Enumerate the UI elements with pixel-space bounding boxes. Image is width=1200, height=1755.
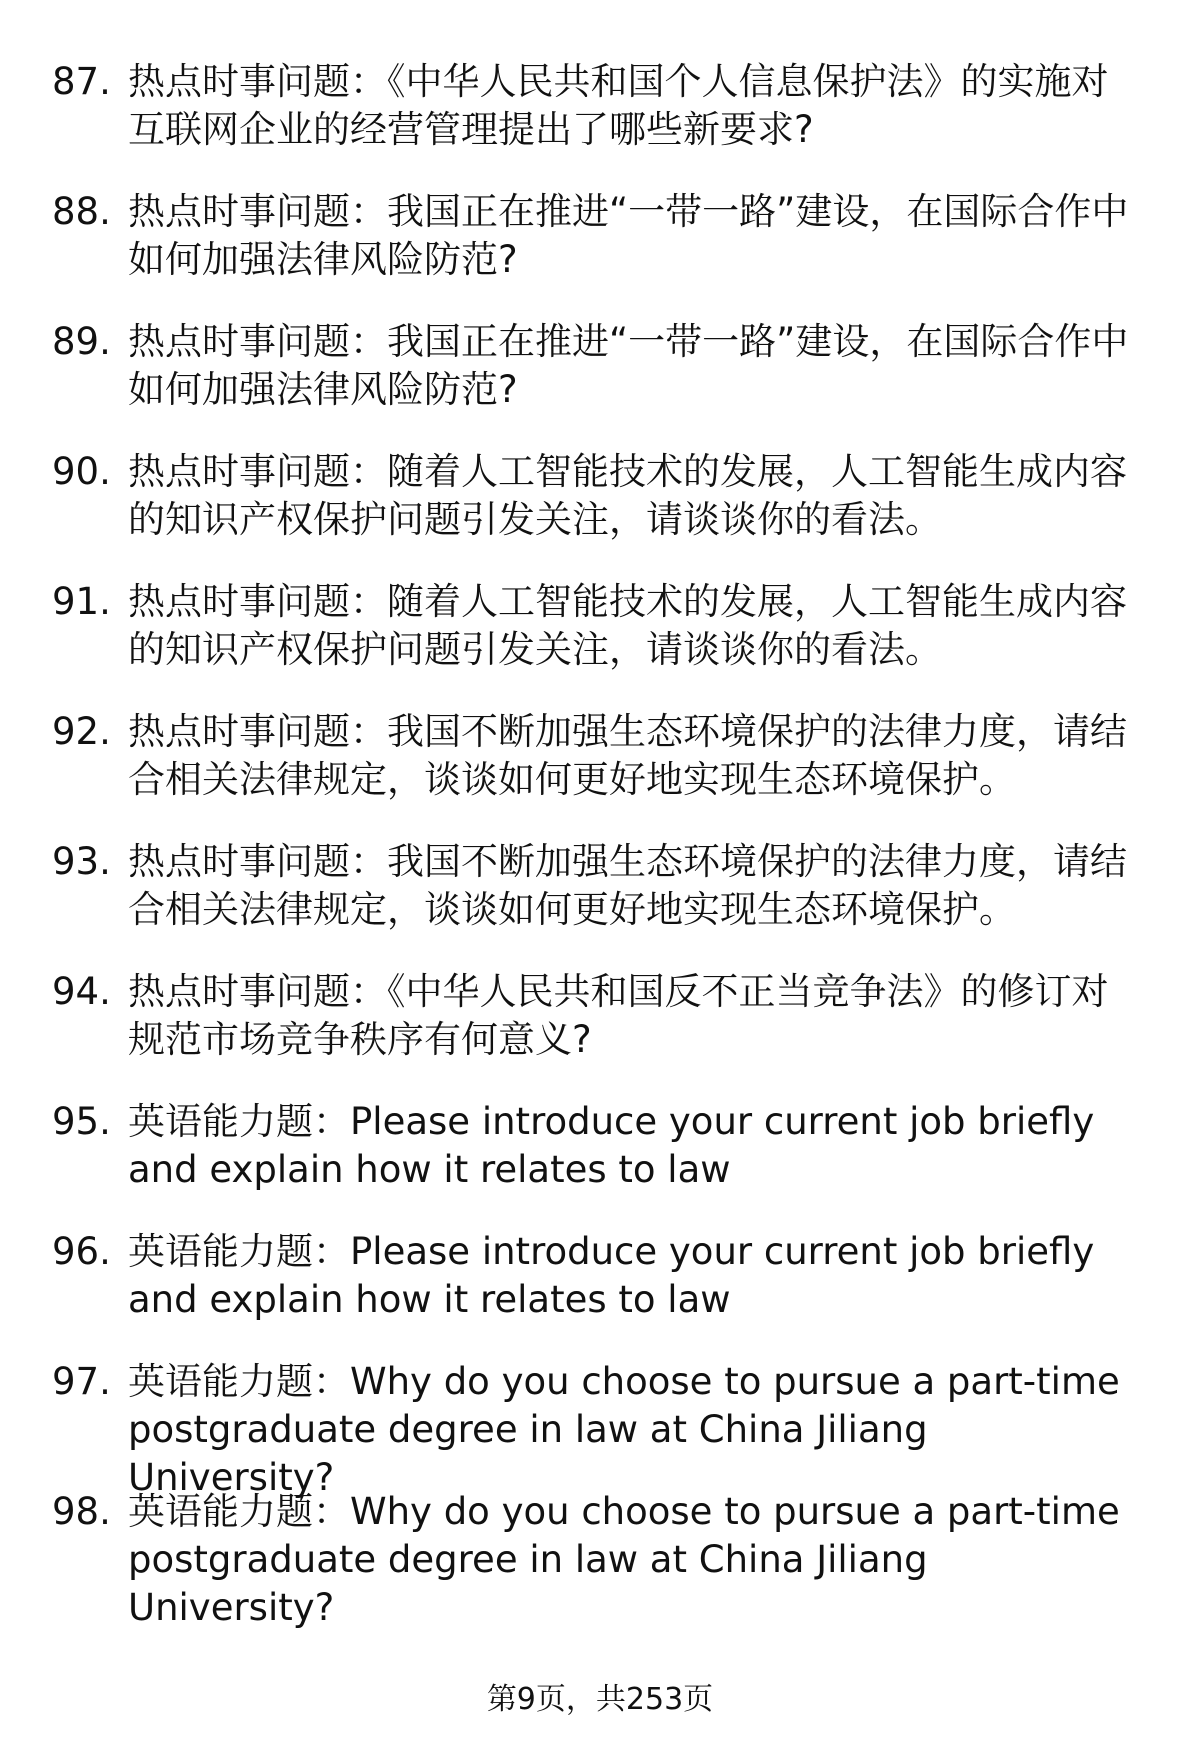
question-body bbox=[128, 1228, 1142, 1324]
question-body bbox=[128, 838, 1142, 934]
question-number: 98. bbox=[52, 1490, 111, 1533]
question-body bbox=[128, 708, 1142, 804]
question-text: Why do you choose to pursue a part-time postgraduate degree in law at China Jiliang University? bbox=[128, 1360, 1120, 1499]
question-category: 热点时事问题： bbox=[128, 320, 387, 363]
question-body bbox=[128, 318, 1142, 414]
question-category: 热点时事问题： bbox=[128, 190, 387, 233]
question-category: 英语能力题： bbox=[128, 1490, 350, 1533]
question-item bbox=[52, 708, 1142, 804]
question-list bbox=[52, 58, 1142, 1629]
question-item bbox=[52, 1358, 1142, 1499]
question-category: 热点时事问题： bbox=[128, 970, 387, 1013]
question-item bbox=[52, 968, 1142, 1064]
question-body bbox=[128, 448, 1142, 544]
question-number: 91. bbox=[52, 580, 111, 623]
question-text: Why do you choose to pursue a part-time postgraduate degree in law at China Jiliang University? bbox=[128, 1490, 1120, 1629]
page-footer bbox=[0, 1680, 1200, 1720]
question-number: 97. bbox=[52, 1360, 111, 1403]
question-number: 92. bbox=[52, 710, 111, 753]
question-category: 英语能力题： bbox=[128, 1100, 350, 1143]
question-body bbox=[128, 1488, 1142, 1632]
question-item bbox=[52, 188, 1142, 284]
question-item bbox=[52, 448, 1142, 544]
question-number: 95. bbox=[52, 1100, 111, 1143]
question-category: 热点时事问题： bbox=[128, 60, 387, 103]
question-text: 《中华人民共和国反不正当竞争法》的修订对规范市场竞争秩序有何意义? bbox=[128, 970, 1109, 1061]
question-text: 随着人工智能技术的发展，人工智能生成内容的知识产权保护问题引发关注，请谈谈你的看法。 bbox=[128, 580, 1127, 671]
question-number: 88. bbox=[52, 190, 111, 233]
question-text: 我国正在推进“一带一路”建设，在国际合作中如何加强法律风险防范? bbox=[128, 320, 1129, 411]
question-category: 英语能力题： bbox=[128, 1360, 350, 1403]
question-category: 热点时事问题： bbox=[128, 580, 387, 623]
question-category: 热点时事问题： bbox=[128, 840, 387, 883]
question-body bbox=[128, 1098, 1142, 1194]
question-category: 英语能力题： bbox=[128, 1230, 350, 1273]
question-item bbox=[52, 318, 1142, 414]
question-body bbox=[128, 578, 1142, 674]
question-item bbox=[52, 1488, 1142, 1629]
question-item bbox=[52, 1228, 1142, 1324]
question-item bbox=[52, 58, 1142, 154]
question-item bbox=[52, 838, 1142, 934]
question-number: 89. bbox=[52, 320, 111, 363]
question-text: 我国不断加强生态环境保护的法律力度，请结合相关法律规定，谈谈如何更好地实现生态环境保护。 bbox=[128, 840, 1127, 931]
question-text: 随着人工智能技术的发展，人工智能生成内容的知识产权保护问题引发关注，请谈谈你的看法。 bbox=[128, 450, 1127, 541]
question-item bbox=[52, 578, 1142, 674]
question-number: 90. bbox=[52, 450, 111, 493]
question-number: 93. bbox=[52, 840, 111, 883]
question-body bbox=[128, 58, 1142, 154]
question-number: 96. bbox=[52, 1230, 111, 1273]
question-category: 热点时事问题： bbox=[128, 450, 387, 493]
page-number-label: 第9页，共253页 bbox=[486, 1682, 714, 1717]
question-number: 87. bbox=[52, 60, 111, 103]
question-category: 热点时事问题： bbox=[128, 710, 387, 753]
question-body bbox=[128, 188, 1142, 284]
question-text: 我国正在推进“一带一路”建设，在国际合作中如何加强法律风险防范? bbox=[128, 190, 1129, 281]
question-text: 我国不断加强生态环境保护的法律力度，请结合相关法律规定，谈谈如何更好地实现生态环境保护。 bbox=[128, 710, 1127, 801]
question-text: Please introduce your current job briefly and explain how it relates to law bbox=[128, 1230, 1095, 1321]
question-body bbox=[128, 1358, 1142, 1502]
question-item bbox=[52, 1098, 1142, 1194]
question-body bbox=[128, 968, 1142, 1064]
question-number: 94. bbox=[52, 970, 111, 1013]
question-text: 《中华人民共和国个人信息保护法》的实施对互联网企业的经营管理提出了哪些新要求? bbox=[128, 60, 1109, 151]
question-text: Please introduce your current job briefly and explain how it relates to law bbox=[128, 1100, 1095, 1191]
